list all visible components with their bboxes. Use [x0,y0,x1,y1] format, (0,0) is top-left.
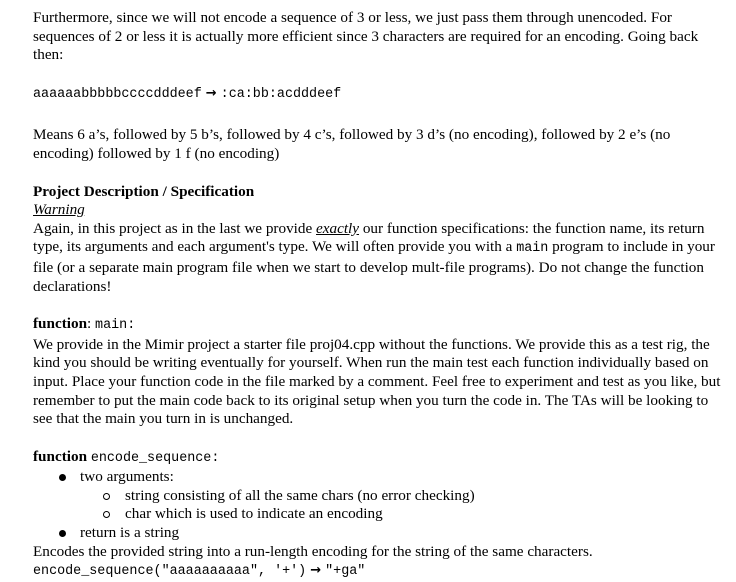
project-text-3: program to include in your file (or a separate main program file when we start to develop mult-file programs). Do not change the function declarations! [33,238,715,295]
encode-example [33,561,723,582]
main-code-inline: main [516,241,549,257]
list-item [55,468,723,524]
encode-example-result: "+ga" [325,564,366,580]
encode-function-name: encode_sequence: [90,450,220,466]
project-text-2: our function specifications: the function name, its return type, its arguments and each argument's type. We will often provide you with a [33,219,705,256]
encode-description: Encodes the provided string into a run-length encoding for the string of the same characters. [33,542,593,560]
main-function-description: We provide in the Mimir project a starter file proj04.cpp without the functions. We provide this as a test rig, the kind you should be writing eventually for yourself. When run the main test each function individually based on input. Place your function code in the file marked by a comment. Feel free to experiment and test as you like, but remember to put the main code back to its original setup when you turn the code in. The TAs will be looking to see that the main you turn in is unchanged. [33,335,721,428]
main-function-heading [33,315,723,336]
main-colon: : [87,315,96,333]
list-item: char which is used to indicate an encoding [100,505,723,524]
warning-text: Warning [33,201,85,219]
encode-example-call: encode_sequence("aaaaaaaaaa", '+') [33,564,307,580]
project-heading-text: Project Description / Specification [33,182,255,200]
example-input: aaaaaabbbbbccccdddeef [33,86,202,102]
exactly-emphasis: exactly [316,219,360,237]
document-page [33,9,723,582]
project-paragraph [33,220,723,296]
argument-list [80,487,723,524]
bullet-text: two arguments: [80,468,174,486]
main-function-name: main: [95,318,136,334]
encode-spec-list [33,468,723,542]
function-keyword: function [33,315,88,333]
project-heading [33,183,723,202]
list-item: return is a string [55,524,723,543]
warning-label [33,201,723,220]
example-output: :ca:bb:acdddeef [220,86,342,102]
project-text-1: Again, in this project as in the last we provide [33,219,317,237]
example-explanation: Means 6 a’s, followed by 5 b’s, followed by 4 c’s, followed by 3 d’s (no encoding), followed by 2 e’s (no encoding) followed by 1 f (no encoding) [33,126,671,162]
intro-paragraph: Furthermore, since we will not encode a sequence of 3 or less, we just pass them through unencoded. For sequences of 2 or less it is actually more efficient since 3 characters are required for an encoding. Going back then: [33,9,699,64]
encoding-example [33,84,723,105]
right-arrow-icon: → [310,563,322,579]
function-keyword: function [33,447,88,465]
list-item: string consisting of all the same chars (no error checking) [100,487,723,506]
encode-function-heading [33,448,723,469]
right-arrow-icon: → [205,85,217,101]
